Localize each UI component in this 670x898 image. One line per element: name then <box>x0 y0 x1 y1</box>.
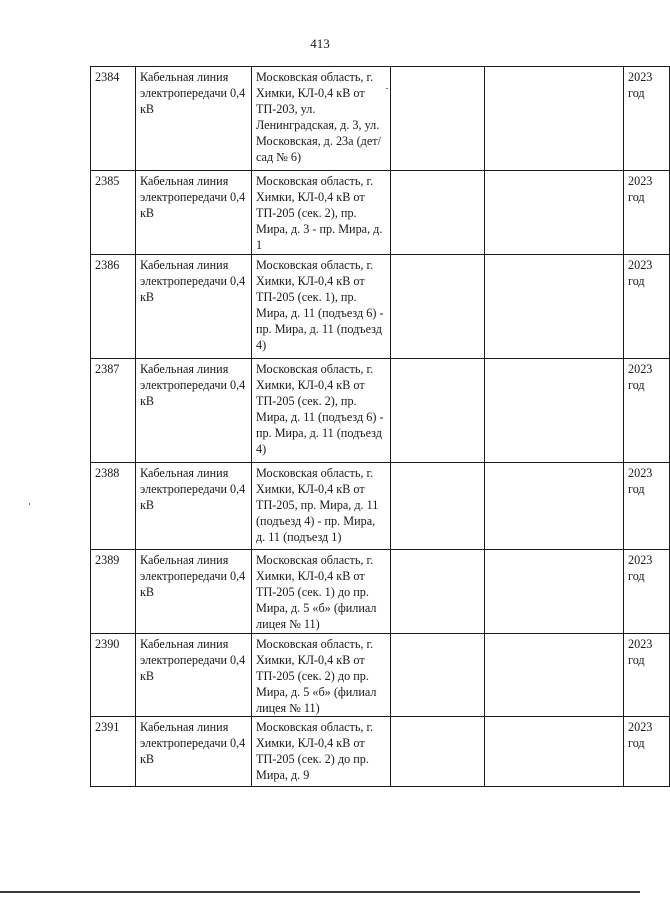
table-row <box>91 717 670 787</box>
row-number: 2388 <box>91 463 136 550</box>
object-name: Кабельная линия электропередачи 0,4 кВ <box>136 634 252 717</box>
row-number: 2391 <box>91 717 136 787</box>
empty-cell <box>391 717 485 787</box>
table-row <box>91 634 670 717</box>
row-number: 2389 <box>91 550 136 634</box>
object-name: Кабельная линия электропередачи 0,4 кВ <box>136 550 252 634</box>
empty-cell <box>485 634 624 717</box>
object-name: Кабельная линия электропередачи 0,4 кВ <box>136 171 252 255</box>
object-address: Московская область, г. Химки, КЛ-0,4 кВ от ТП-205 (сек. 1), пр. Мира, д. 11 (подъезд 6) - пр. Мира, д. 11 (подъезд 4) <box>252 255 391 359</box>
year-cell: 2023 год <box>624 359 670 463</box>
empty-cell <box>391 359 485 463</box>
year-cell: 2023 год <box>624 255 670 359</box>
empty-cell <box>485 171 624 255</box>
object-address: Московская область, г. Химки, КЛ-0,4 кВ от ТП-205 (сек. 2) до пр. Мира, д. 9 <box>252 717 391 787</box>
empty-cell <box>485 717 624 787</box>
year-cell: 2023 год <box>624 171 670 255</box>
empty-cell <box>485 463 624 550</box>
empty-cell <box>391 255 485 359</box>
year-cell: 2023 год <box>624 634 670 717</box>
object-address: Московская область, г. Химки, КЛ-0,4 кВ от ТП-203, ул. Ленинградская, д. 3, ул. Московская, д. 23а (дет/сад № 6) <box>252 67 391 171</box>
registry-table <box>90 66 670 787</box>
table-row <box>91 359 670 463</box>
table-row <box>91 67 670 171</box>
table-row <box>91 171 670 255</box>
empty-cell <box>391 550 485 634</box>
year-cell: 2023 год <box>624 463 670 550</box>
scan-edge-line <box>0 891 640 893</box>
empty-cell <box>485 67 624 171</box>
object-name: Кабельная линия электропередачи 0,4 кВ <box>136 67 252 171</box>
empty-cell <box>391 634 485 717</box>
object-name: Кабельная линия электропередачи 0,4 кВ <box>136 717 252 787</box>
year-cell: 2023 год <box>624 717 670 787</box>
empty-cell <box>485 359 624 463</box>
row-number: 2385 <box>91 171 136 255</box>
object-address: Московская область, г. Химки, КЛ-0,4 кВ от ТП-205 (сек. 1) до пр. Мира, д. 5 «б» (филиал лицея № 11) <box>252 550 391 634</box>
scan-speck <box>29 503 30 505</box>
year-cell: 2023 год <box>624 550 670 634</box>
table-row <box>91 463 670 550</box>
page-number: 413 <box>310 36 330 51</box>
scan-speck <box>386 88 388 89</box>
row-number: 2387 <box>91 359 136 463</box>
row-number: 2390 <box>91 634 136 717</box>
row-number: 2386 <box>91 255 136 359</box>
object-address: Московская область, г. Химки, КЛ-0,4 кВ от ТП-205 (сек. 2), пр. Мира, д. 3 - пр. Мира, д. 1 <box>252 171 391 255</box>
table-row <box>91 255 670 359</box>
year-cell: 2023 год <box>624 67 670 171</box>
empty-cell <box>391 463 485 550</box>
table-row <box>91 550 670 634</box>
object-name: Кабельная линия электропередачи 0,4 кВ <box>136 463 252 550</box>
empty-cell <box>485 550 624 634</box>
empty-cell <box>391 67 485 171</box>
object-name: Кабельная линия электропередачи 0,4 кВ <box>136 359 252 463</box>
object-address: Московская область, г. Химки, КЛ-0,4 кВ от ТП-205, пр. Мира, д. 11 (подъезд 4) - пр. Мира, д. 11 (подъезд 1) <box>252 463 391 550</box>
row-number: 2384 <box>91 67 136 171</box>
object-address: Московская область, г. Химки, КЛ-0,4 кВ от ТП-205 (сек. 2) до пр. Мира, д. 5 «б» (филиал лицея № 11) <box>252 634 391 717</box>
empty-cell <box>485 255 624 359</box>
object-name: Кабельная линия электропередачи 0,4 кВ <box>136 255 252 359</box>
object-address: Московская область, г. Химки, КЛ-0,4 кВ от ТП-205 (сек. 2), пр. Мира, д. 11 (подъезд 6) - пр. Мира, д. 11 (подъезд 4) <box>252 359 391 463</box>
empty-cell <box>391 171 485 255</box>
